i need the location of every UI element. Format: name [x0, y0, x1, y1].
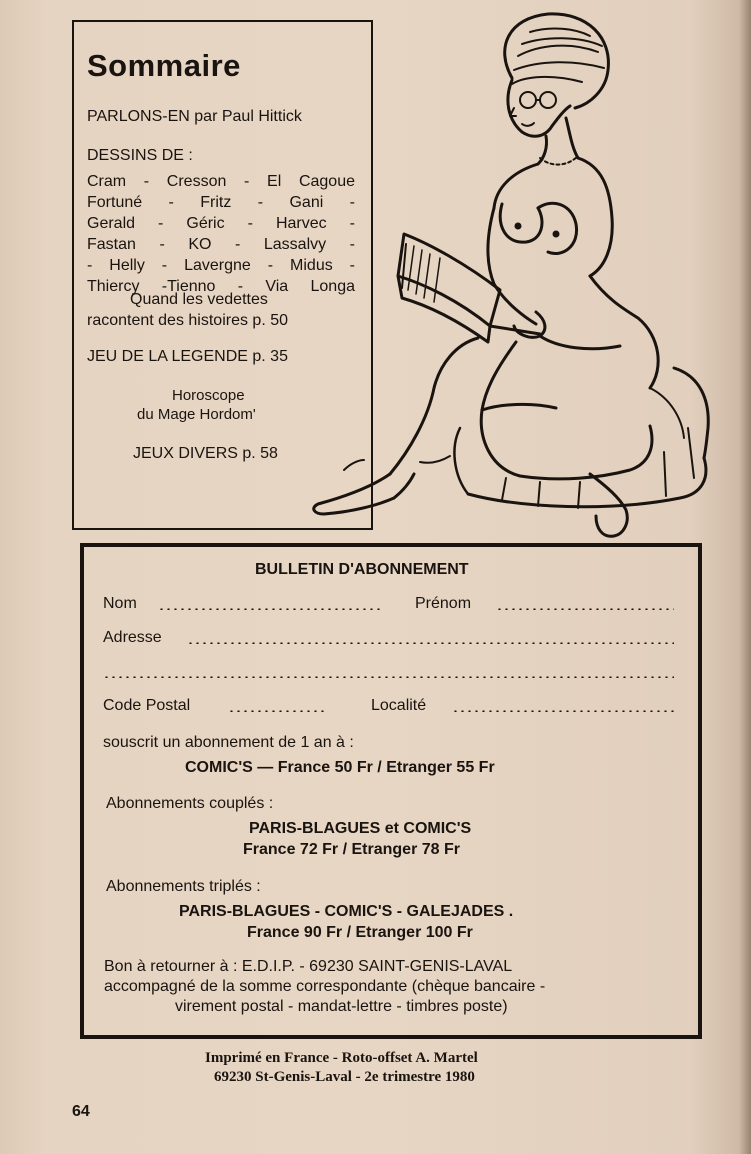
- adresse-label: Adresse: [103, 629, 162, 646]
- couples-price: France 72 Fr / Etranger 78 Fr: [243, 841, 460, 858]
- triples-label: Abonnements triplés :: [106, 878, 261, 895]
- jeux-divers-entry: JEUX DIVERS p. 58: [133, 445, 278, 462]
- page-spine-shadow: [739, 0, 751, 1154]
- jeu-legende-entry: JEU DE LA LEGENDE p. 35: [87, 348, 288, 365]
- souscrit-text: souscrit un abonnement de 1 an à :: [103, 734, 354, 751]
- sommaire-title: Sommaire: [87, 48, 241, 83]
- triples-title: PARIS-BLAGUES - COMIC'S - GALEJADES .: [179, 903, 514, 920]
- credits-line: Gerald - Géric - Harvec -: [87, 215, 355, 232]
- credits-line: Cram - Cresson - El Cagoue: [87, 173, 355, 190]
- parlons-en-entry: PARLONS-EN par Paul Hittick: [87, 108, 302, 125]
- vedettes-entry-line1: Quand les vedettes: [130, 291, 268, 308]
- adresse-field-line1[interactable]: [187, 642, 674, 644]
- credits-line: Fastan - KO - Lassalvy -: [87, 236, 355, 253]
- horoscope-entry-line1: Horoscope: [172, 387, 245, 404]
- credits-line: Fortuné - Fritz - Gani -: [87, 194, 355, 211]
- page-number: 64: [72, 1103, 90, 1120]
- prenom-field[interactable]: [496, 608, 674, 610]
- code-postal-field[interactable]: [228, 710, 326, 712]
- code-postal-label: Code Postal: [103, 697, 191, 714]
- retour-line2: accompagné de la somme correspondante (chèque bancaire -: [104, 978, 546, 995]
- localite-label: Localité: [371, 697, 427, 714]
- dessins-de-heading: DESSINS DE :: [87, 147, 193, 164]
- retour-line3: virement postal - mandat-lettre - timbres poste): [175, 998, 508, 1015]
- bulletin-title: BULLETIN D'ABONNEMENT: [255, 561, 469, 578]
- comics-offer: COMIC'S — France 50 Fr / Etranger 55 Fr: [185, 759, 495, 776]
- localite-field[interactable]: [452, 710, 674, 712]
- adresse-field-line2[interactable]: [103, 676, 674, 678]
- nom-field[interactable]: [158, 608, 384, 610]
- triples-price: France 90 Fr / Etranger 100 Fr: [247, 924, 473, 941]
- couples-label: Abonnements couplés :: [106, 795, 274, 812]
- couples-title: PARIS-BLAGUES et COMIC'S: [249, 820, 472, 837]
- nom-label: Nom: [103, 595, 137, 612]
- printer-line1: Imprimé en France - Roto-offset A. Martel: [205, 1050, 478, 1066]
- prenom-label: Prénom: [415, 595, 472, 612]
- credits-line: - Helly - Lavergne - Midus -: [87, 257, 355, 274]
- vedettes-entry-line2: racontent des histoires p. 50: [87, 312, 289, 329]
- credits-line: Thiercy -Tienno - Via Longa: [87, 278, 355, 295]
- retour-line1: Bon à retourner à : E.D.I.P. - 69230 SAINT-GENIS-LAVAL: [104, 958, 513, 975]
- horoscope-entry-line2: du Mage Hordom': [137, 406, 256, 423]
- printer-line2: 69230 St-Genis-Laval - 2e trimestre 1980: [214, 1069, 475, 1085]
- reading-woman-illustration: [290, 8, 730, 548]
